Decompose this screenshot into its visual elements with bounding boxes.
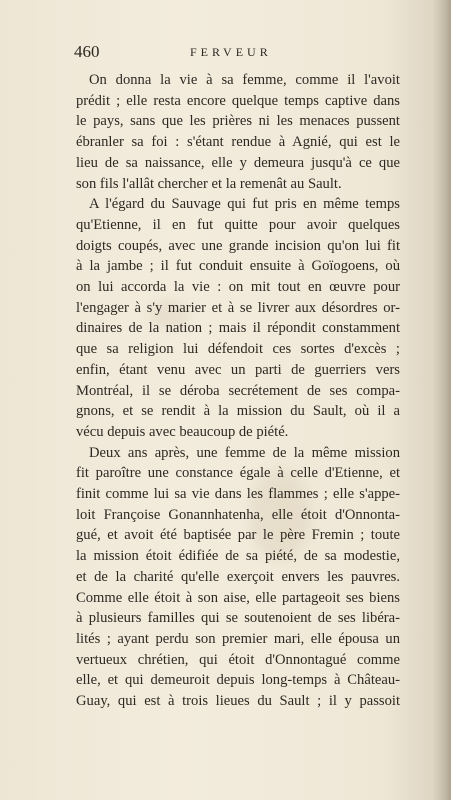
paragraph-3 xyxy=(76,443,400,712)
text-line: Deux ans après, une femme de la même mission xyxy=(89,444,400,461)
paragraph-1 xyxy=(76,70,400,194)
text-line: on lui accorda la vie : on mit tout en œuvre pour xyxy=(76,279,400,296)
page-number: 460 xyxy=(74,42,100,61)
text-line: doigts coupés, avec une grande incision qu'on lui fit xyxy=(76,237,400,254)
text-line: vécu depuis avec beaucoup de piété. xyxy=(76,423,289,440)
text-line: lités ; ayant perdu son premier mari, elle épousa un xyxy=(76,630,400,647)
running-title: FERVEUR xyxy=(190,45,272,59)
text-line: On donna la vie à sa femme, comme il l'avoit xyxy=(89,72,400,88)
text-line: loit Françoise Gonannhatenha, elle étoit d'Onnonta- xyxy=(76,506,400,523)
text-line: son fils l'allât chercher et la remenât au Sault. xyxy=(76,175,342,192)
text-line: vertueux chrétien, qui étoit d'Onnontagué comme xyxy=(76,651,400,668)
text-line: à la jambe ; il fut conduit ensuite à Goïogoens, où xyxy=(76,258,400,275)
text-line: Montréal, il se déroba secrétement de ses compa- xyxy=(76,382,400,399)
text-line: elle, et qui demeuroit depuis long-temps à Château- xyxy=(76,672,400,689)
text-line: que sa religion lui défendoit ces sortes d'excès ; xyxy=(76,341,400,358)
page-edge-shadow xyxy=(433,0,451,800)
text-line: à plusieurs familles qui se soutenoient de ses libéra- xyxy=(76,610,400,627)
text-line: le pays, sans que les prières ni les menaces pussent xyxy=(76,113,400,130)
text-line: Comme elle étoit à son aise, elle partageoit ses biens xyxy=(76,589,400,606)
page-header xyxy=(74,42,404,64)
text-line: finit comme lui sa vie dans les flammes ; elle s'appe- xyxy=(76,486,400,503)
text-line: Guay, qui est à trois lieues du Sault ; il y passoit xyxy=(76,693,400,710)
text-line: dinaires de la nation ; mais il répondit constamment xyxy=(76,320,400,337)
text-line: et de la charité qu'elle exerçoit envers les pauvres. xyxy=(76,568,400,585)
text-line: fit paroître une constance égale à celle d'Etienne, et xyxy=(76,465,400,482)
text-line: la mission étoit édifiée de sa piété, de sa modestie, xyxy=(76,548,400,565)
text-line: gué, et avoit été baptisée par le père Fremin ; toute xyxy=(76,527,400,544)
text-line: enfin, étant venu avec un parti de guerriers vers xyxy=(76,361,400,378)
text-line: prédit ; elle resta encore quelque temps captive dans xyxy=(76,92,400,109)
text-line: l'engager à s'y marier et à se livrer aux désordres or- xyxy=(76,299,400,316)
text-line: ébranler sa foi : s'étant rendue à Agnié, qui est le xyxy=(76,134,400,151)
text-line: qu'Etienne, il en fut quitte pour avoir quelques xyxy=(76,216,400,233)
text-line: gnons, et se rendit à la mission du Sault, où il a xyxy=(76,403,400,420)
body-text xyxy=(76,70,400,712)
paragraph-2 xyxy=(76,194,400,442)
text-line: A l'égard du Sauvage qui fut pris en même temps xyxy=(89,196,400,213)
text-line: lieu de sa naissance, elle y demeura jusqu'à ce que xyxy=(76,154,400,171)
